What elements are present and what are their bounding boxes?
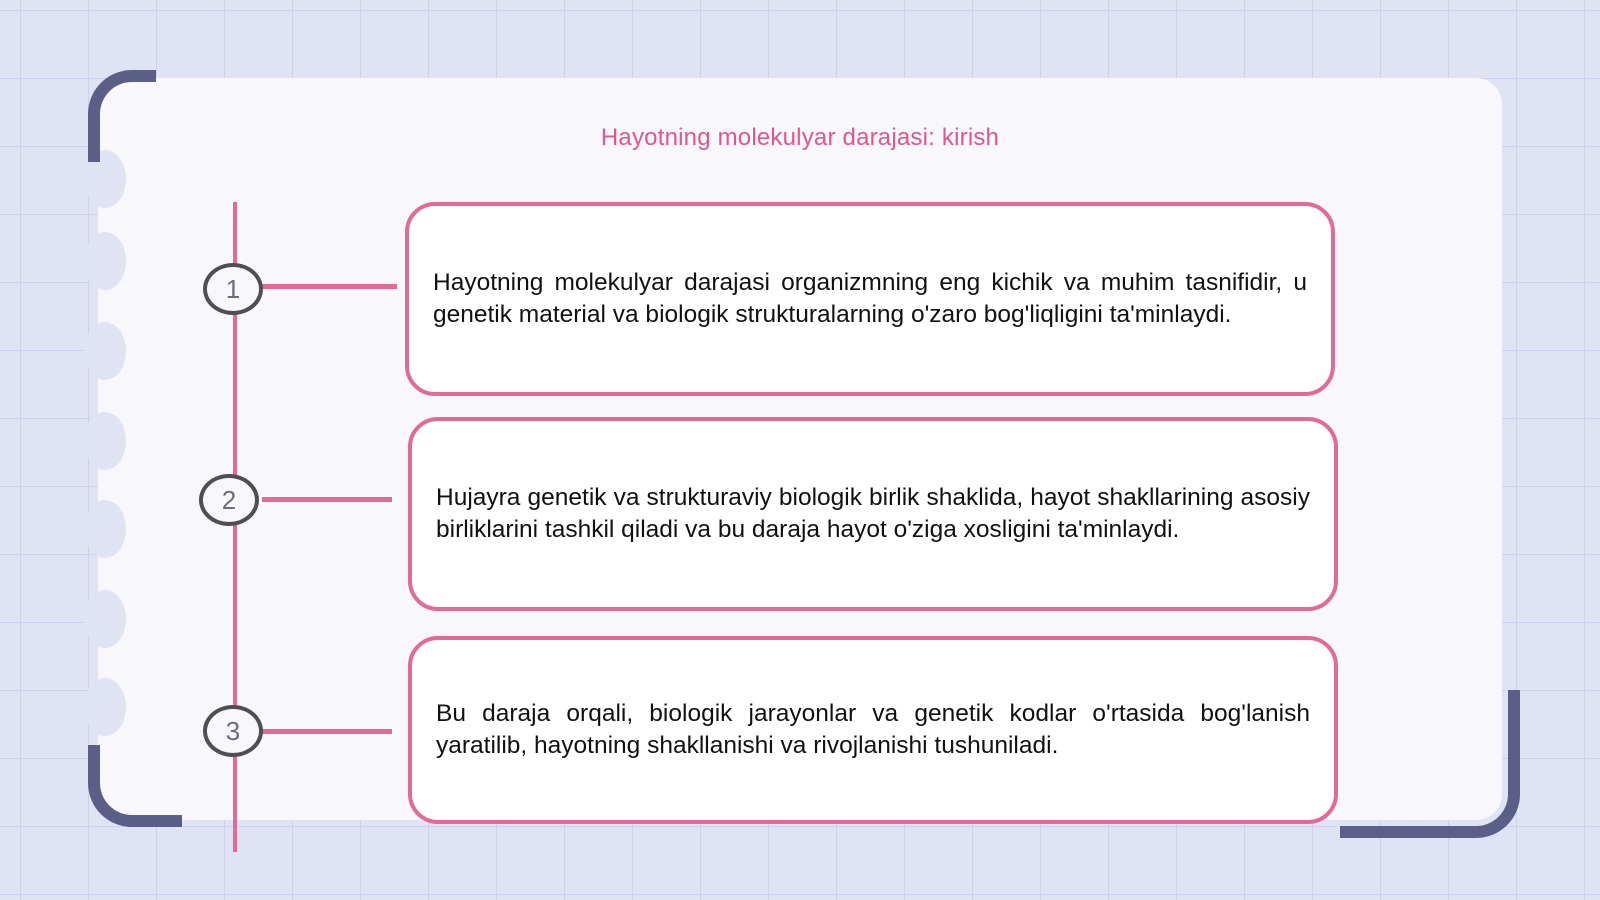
connector-line-2 (262, 497, 392, 502)
content-text-3: Bu daraja orqali, biologik jarayonlar va genetik kodlar o'rtasida bog'lanish yaratilib, hayotning shakllanishi va rivojlanishi tushuniladi. (436, 700, 1310, 759)
corner-bracket-bottom-right (1340, 690, 1520, 838)
slide-title: Hayotning molekulyar darajasi: kirish (600, 124, 1000, 151)
content-text-1: Hayotning molekulyar darajasi organizmning eng kichik va muhim tasnifidir, u genetik material va biologik strukturalarning o'zaro bog'liqligini ta'minlaydi. (433, 269, 1307, 328)
content-box-3 (408, 636, 1338, 824)
step-number-1: 1 (203, 263, 263, 315)
connector-line-1 (262, 284, 397, 289)
step-number-3: 3 (203, 705, 263, 757)
torn-edge-decoration (84, 150, 124, 750)
corner-bracket-bottom-left (88, 745, 182, 827)
step-number-2: 2 (199, 474, 259, 526)
content-text-2: Hujayra genetik va strukturaviy biologik birlik shaklida, hayot shakllarining asosiy birliklarini tashkil qiladi va bu daraja hayot o'ziga xosligini ta'minlaydi. (436, 484, 1310, 543)
content-box-2 (408, 417, 1338, 611)
content-box-1 (405, 202, 1335, 396)
connector-line-3 (262, 729, 392, 734)
